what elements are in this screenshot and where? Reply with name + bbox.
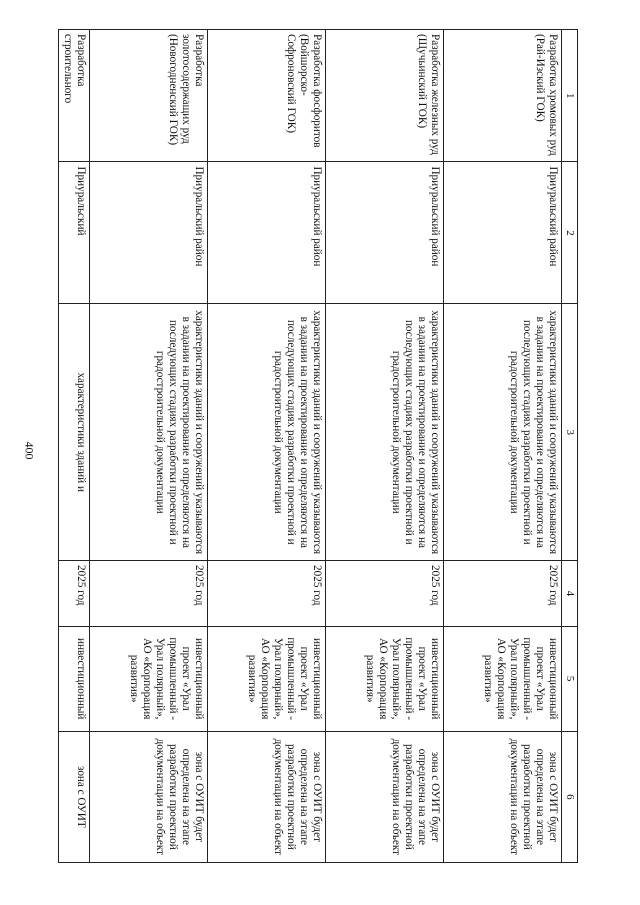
header-cell-1: 1 — [562, 30, 578, 162]
header-cell-4: 4 — [562, 561, 578, 627]
header-cell-5: 5 — [562, 626, 578, 731]
projects-table — [58, 29, 578, 863]
district-cell: Приуральский — [58, 162, 89, 304]
characteristics-cell: характеристики зданий и сооружений указываются в задании на проектирование и определяются на последующих стадиях разработки проектной и градостроительной документации — [444, 304, 562, 561]
district-cell: Приуральский район — [90, 162, 208, 304]
source-cell: инвестиционный проект «Урал промышленный - Урал полярный», АО «Корпорация развития» — [444, 626, 562, 731]
zone-cell: зона с ОУИТ будет определена на этапе разработки проектной документации на объект — [444, 731, 562, 862]
year-cell: 2025 год — [58, 561, 89, 627]
year-cell: 2025 год — [326, 561, 444, 627]
zone-cell: зона с ОУИТ будет определена на этапе разработки проектной документации на объект — [326, 731, 444, 862]
header-cell-6: 6 — [562, 731, 578, 862]
district-cell: Приуральский район — [326, 162, 444, 304]
table-row — [326, 30, 444, 863]
year-cell: 2025 год — [90, 561, 208, 627]
year-cell: 2025 год — [208, 561, 326, 627]
object-name-cell: Разработка фосфоритов (Войшорско-Софроновский ГОК) — [208, 30, 326, 162]
source-cell: инвестиционный проект «Урал промышленный - Урал полярный», АО «Корпорация развития» — [326, 626, 444, 731]
characteristics-cell: характеристики зданий и сооружений указываются в задании на проектирование и определяются на последующих стадиях разработки проектной и градостроительной документации — [208, 304, 326, 561]
object-name-cell: Разработка строительного — [58, 30, 89, 162]
object-name-cell: Разработка хромовых руд (Рай-Изский ГОК) — [444, 30, 562, 162]
characteristics-cell: характеристики зданий и сооружений указываются в задании на проектирование и определяются на последующих стадиях разработки проектной и градостроительной документации — [90, 304, 208, 561]
zone-cell: зона с ОУИТ будет определена на этапе разработки проектной документации на объект — [90, 731, 208, 862]
page-number: 400 — [22, 441, 37, 460]
header-cell-3: 3 — [562, 304, 578, 561]
zone-cell: зона с ОУИТ — [58, 731, 89, 862]
year-cell: 2025 год — [444, 561, 562, 627]
header-cell-2: 2 — [562, 162, 578, 304]
district-cell: Приуральский район — [444, 162, 562, 304]
table-row — [58, 30, 89, 863]
source-cell: инвестиционный — [58, 626, 89, 731]
source-cell: инвестиционный проект «Урал промышленный - Урал полярный», АО «Корпорация развития» — [208, 626, 326, 731]
district-cell: Приуральский район — [208, 162, 326, 304]
characteristics-cell: характеристики зданий и — [58, 304, 89, 561]
object-name-cell: Разработка железных руд (Щучьинский ГОК) — [326, 30, 444, 162]
source-cell: инвестиционный проект «Урал промышленный - Урал полярный», АО «Корпорация развития» — [90, 626, 208, 731]
table-row — [444, 30, 562, 863]
characteristics-cell: характеристики зданий и сооружений указываются в задании на проектирование и определяются на последующих стадиях разработки проектной и градостроительной документации — [326, 304, 444, 561]
table-header-row — [562, 30, 578, 863]
object-name-cell: Разработка золотосодержащих руд (Новогодненский ГОК) — [90, 30, 208, 162]
zone-cell: зона с ОУИТ будет определена на этапе разработки проектной документации на объект — [208, 731, 326, 862]
rotated-table-container — [60, 29, 578, 863]
table-row — [208, 30, 326, 863]
table-row — [90, 30, 208, 863]
